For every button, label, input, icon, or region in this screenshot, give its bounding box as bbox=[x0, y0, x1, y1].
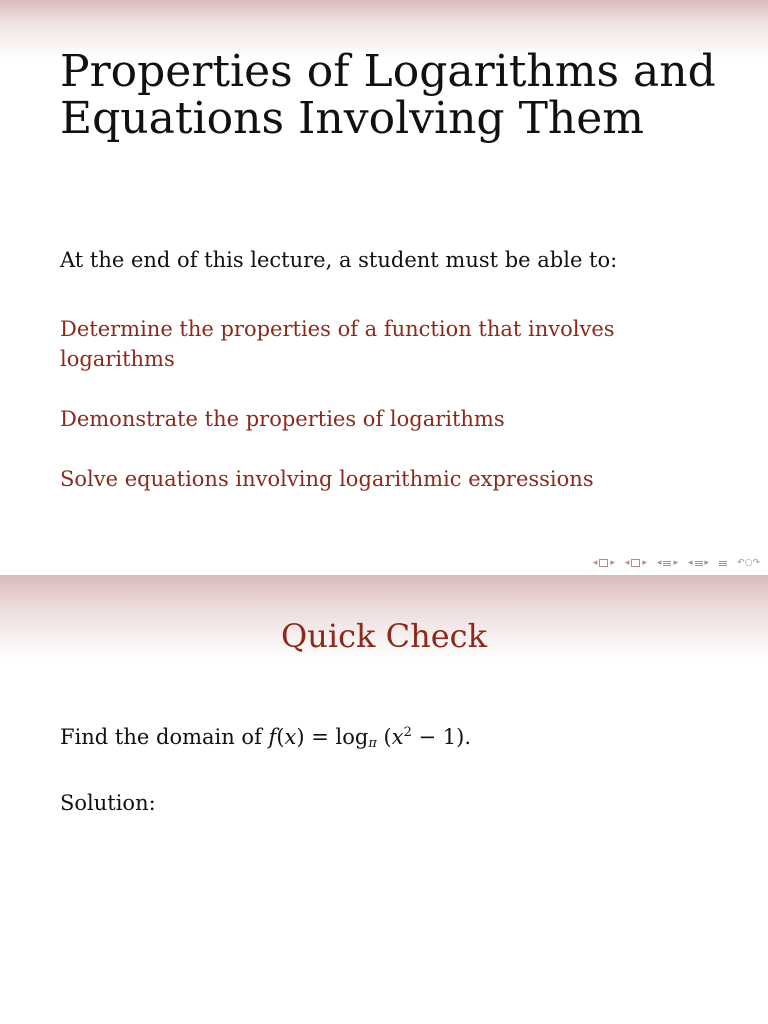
nav-section-icon[interactable]: ◂ ▸ bbox=[656, 558, 678, 568]
math-log: ) = log bbox=[296, 725, 369, 749]
problem-text: Find the domain of bbox=[60, 725, 269, 749]
math-variable: x bbox=[391, 725, 404, 749]
slide-2 bbox=[0, 575, 768, 1024]
problem-statement bbox=[60, 725, 471, 751]
math-function: f bbox=[268, 725, 277, 749]
beamer-navigation bbox=[587, 556, 760, 570]
slide-title: Properties of Logarithms and Equations Involving Them bbox=[60, 46, 716, 144]
nav-search-icon[interactable]: ↶○↷ bbox=[737, 558, 760, 568]
math-paren: ( bbox=[276, 725, 285, 749]
math-variable: x bbox=[284, 725, 297, 749]
objective-item: Demonstrate the properties of logarithms bbox=[60, 407, 505, 431]
math-exponent: 2 bbox=[403, 725, 412, 740]
nav-subsection-list-icon[interactable]: ◂ ▸ bbox=[688, 558, 710, 568]
intro-text: At the end of this lecture, a student must be able to: bbox=[60, 248, 618, 272]
math-paren: ( bbox=[376, 725, 392, 749]
math-log-base: π bbox=[368, 736, 377, 751]
slide-title: Quick Check bbox=[281, 617, 487, 655]
nav-align-icon[interactable] bbox=[719, 561, 727, 566]
math-tail: − 1). bbox=[411, 725, 472, 749]
objective-item: Determine the properties of a function that involves logarithms bbox=[60, 317, 615, 371]
objectives-list bbox=[60, 314, 700, 494]
solution-label: Solution: bbox=[60, 791, 156, 815]
nav-subsection-icon[interactable]: ◂ ▸ bbox=[624, 558, 647, 568]
objective-item: Solve equations involving logarithmic expressions bbox=[60, 467, 594, 491]
nav-frame-icon[interactable]: ◂ ▸ bbox=[592, 558, 615, 568]
